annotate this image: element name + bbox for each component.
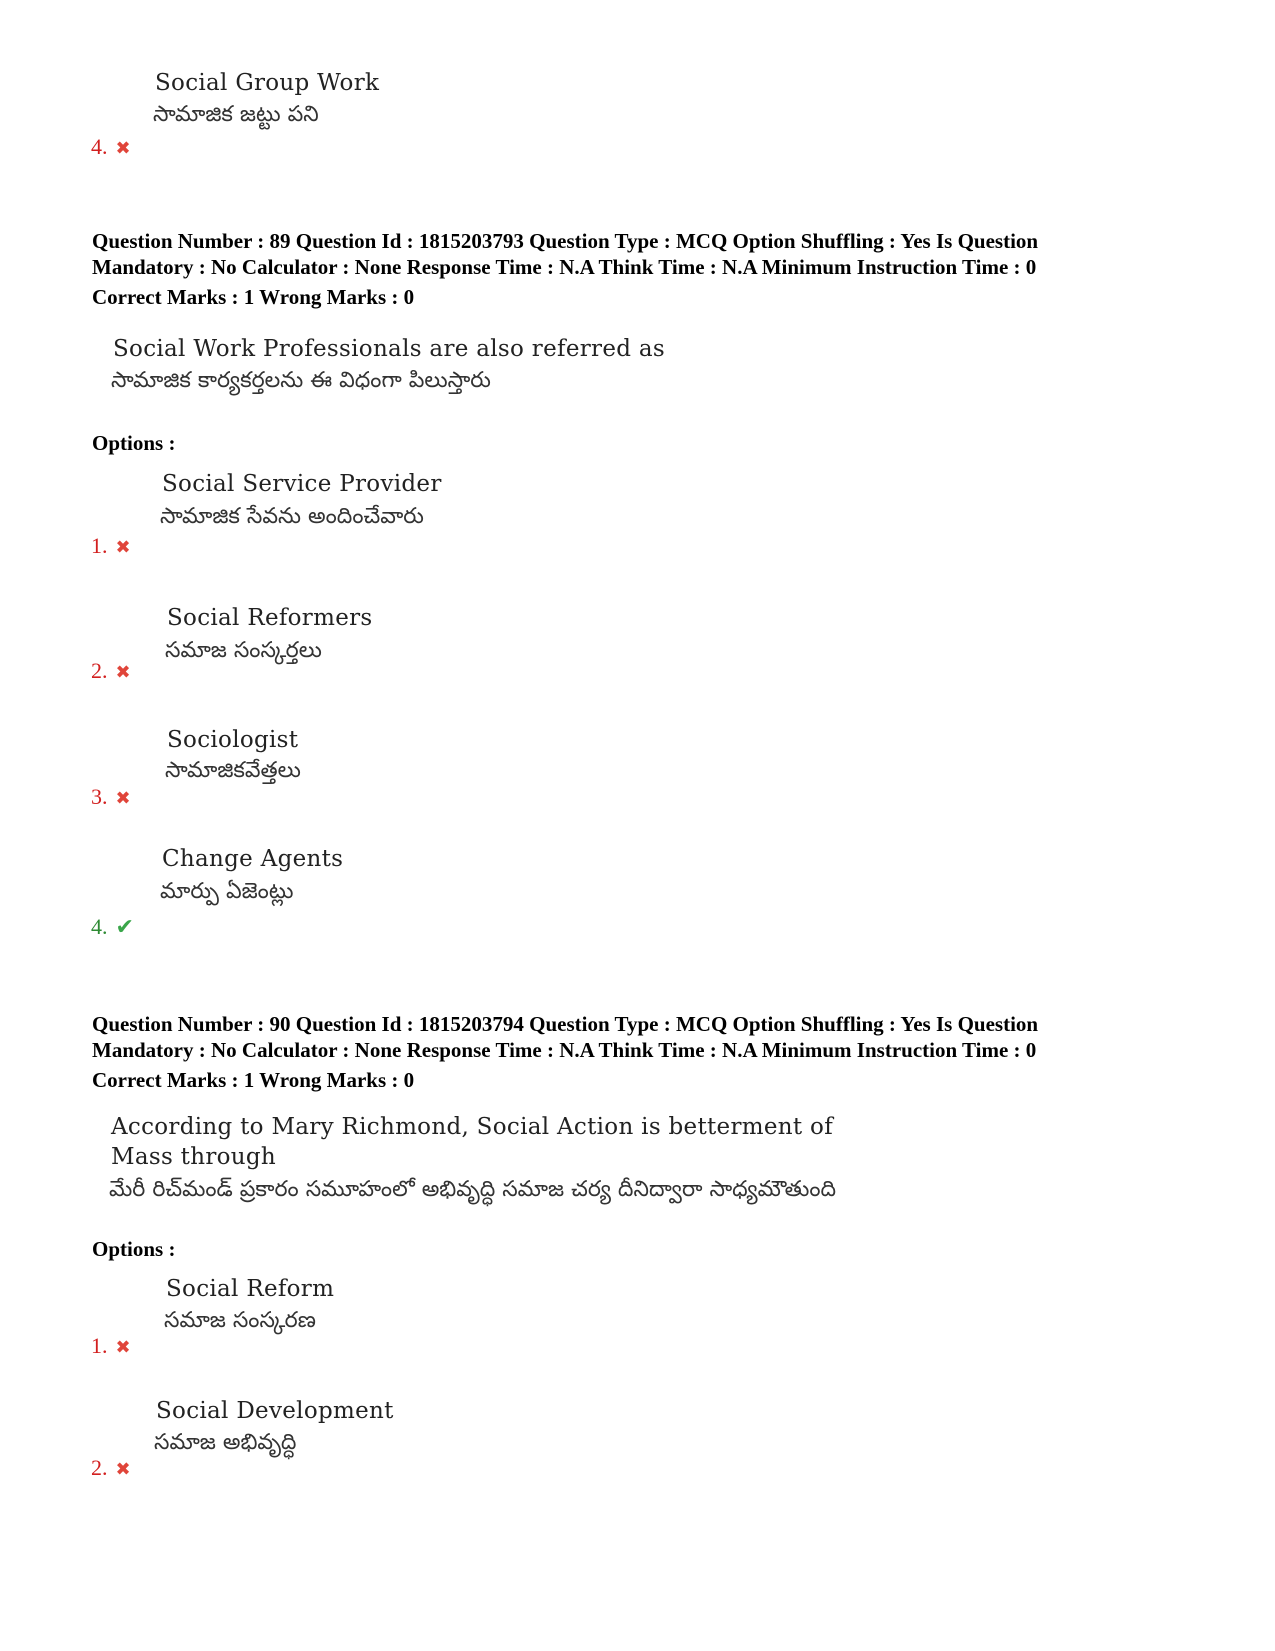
option-number-label: 1.: [91, 533, 108, 558]
option-english: Social Group Work: [155, 70, 380, 96]
cross-icon: ✖: [115, 788, 131, 808]
question-meta-line2: Mandatory : No Calculator : None Response Time : N.A Think Time : N.A Minimum Instruction Time : 0: [92, 1038, 1037, 1062]
check-icon: ✔: [115, 914, 134, 939]
options-label: Options :: [92, 1237, 176, 1261]
option-telugu: సమాజ అభివృద్ధి: [154, 1430, 297, 1455]
option-english: Change Agents: [162, 846, 344, 872]
option-number-label: 1.: [91, 1333, 108, 1358]
option-number: [91, 135, 131, 160]
option-telugu: మార్పు ఏజెంట్లు: [160, 879, 294, 904]
option-number-label: 2.: [91, 658, 108, 683]
option-number: [91, 915, 134, 939]
question-text-telugu: మేరీ రిచ్‌మండ్ ప్రకారం సమూహంలో అభివృద్ధి సమాజ చర్య దీనిద్వారా సాధ్యమౌతుంది: [109, 1177, 837, 1202]
question-text-telugu: సామాజిక కార్యకర్తలను ఈ విధంగా పిలుస్తారు: [111, 368, 491, 393]
option-number: [91, 1456, 131, 1481]
cross-icon: ✖: [115, 1459, 131, 1479]
cross-icon: ✖: [115, 1337, 131, 1357]
option-telugu: సామాజిక జట్టు పని: [153, 102, 319, 127]
option-number-label: 4.: [91, 134, 108, 159]
question-marks: Correct Marks : 1 Wrong Marks : 0: [92, 285, 415, 309]
option-number: [91, 785, 131, 810]
option-telugu: సామాజిక సేవను అందించేవారు: [160, 504, 424, 529]
option-number-label: 4.: [91, 914, 108, 939]
cross-icon: ✖: [115, 138, 131, 158]
option-telugu: సమాజ సంస్కర్తలు: [165, 638, 322, 663]
option-telugu: సమాజ సంస్కరణ: [164, 1308, 316, 1333]
question-text-english: Social Work Professionals are also referred as: [113, 336, 665, 362]
option-number: [91, 1334, 131, 1359]
option-english: Social Reformers: [167, 605, 373, 631]
option-english: Sociologist: [167, 727, 299, 753]
option-number-label: 3.: [91, 784, 108, 809]
cross-icon: ✖: [115, 537, 131, 557]
option-number-label: 2.: [91, 1455, 108, 1480]
cross-icon: ✖: [115, 662, 131, 682]
option-telugu: సామాజికవేత్తలు: [165, 758, 301, 783]
option-english: Social Development: [156, 1398, 394, 1424]
options-label: Options :: [92, 431, 176, 455]
question-meta-line2: Mandatory : No Calculator : None Response Time : N.A Think Time : N.A Minimum Instruction Time : 0: [92, 255, 1037, 279]
question-text-english-line1: According to Mary Richmond, Social Action is betterment of: [111, 1114, 834, 1140]
option-english: Social Service Provider: [162, 471, 442, 497]
question-text-english-line2: Mass through: [111, 1144, 277, 1170]
option-number: [91, 534, 131, 559]
option-number: [91, 659, 131, 684]
question-meta-line1: Question Number : 89 Question Id : 1815203793 Question Type : MCQ Option Shuffling : Yes Is Question: [92, 229, 1039, 253]
question-meta-line1: Question Number : 90 Question Id : 1815203794 Question Type : MCQ Option Shuffling : Yes Is Question: [92, 1012, 1039, 1036]
question-marks: Correct Marks : 1 Wrong Marks : 0: [92, 1068, 415, 1092]
option-english: Social Reform: [166, 1276, 335, 1302]
